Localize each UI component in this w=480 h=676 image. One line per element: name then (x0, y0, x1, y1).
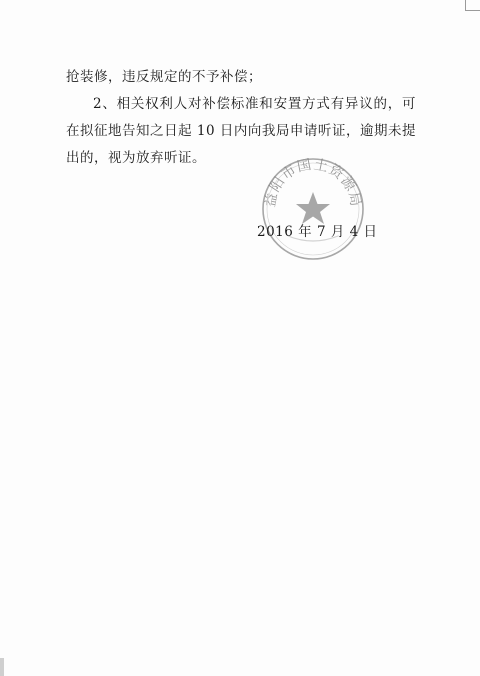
scan-edge-mark (0, 658, 4, 676)
official-seal (258, 154, 368, 264)
paragraph-hearing-clause: 2、相关权利人对补偿标准和安置方式有异议的，可在拟征地告知之日起 10 日内向我局申请听证，逾期未提出的，视为放弃听证。 (66, 96, 416, 166)
scan-corner-mark (465, 0, 480, 11)
seal-text: 益阳市国土资源局 (262, 156, 364, 209)
document-date: 2016 年 7 月 4 日 (257, 224, 378, 240)
star-seal-icon (296, 192, 330, 224)
paragraph-compensation-clause: 抢装修，违反规定的不予补偿； (66, 69, 262, 85)
